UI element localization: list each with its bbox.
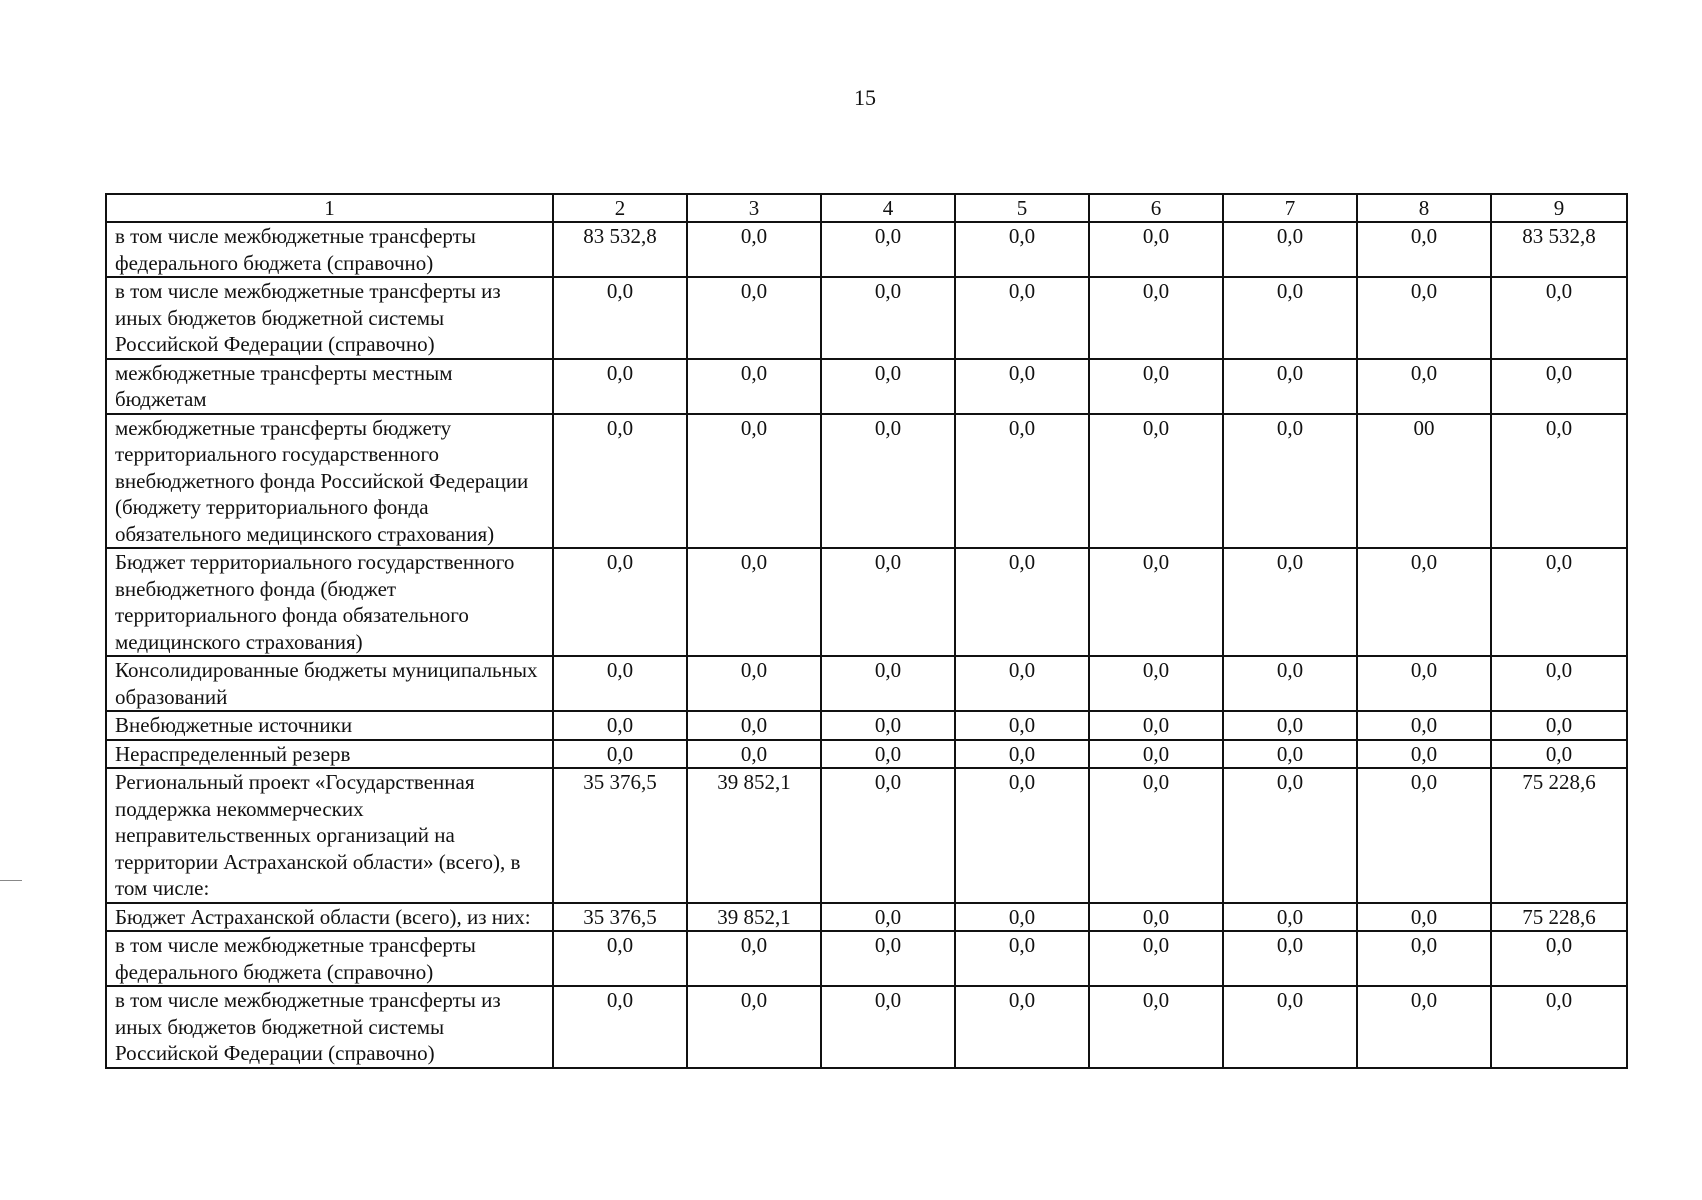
cell-value: 75 228,6 — [1491, 903, 1627, 932]
cell-value: 0,0 — [1491, 359, 1627, 414]
cell-value: 0,0 — [1357, 711, 1491, 740]
table-row — [106, 986, 1627, 1068]
column-header-9: 9 — [1491, 194, 1627, 222]
row-label: в том числе межбюджетные трансферты из иных бюджетов бюджетной системы Российской Федерации (справочно) — [106, 986, 553, 1068]
row-label: Бюджет территориального государственного внебюджетного фонда (бюджет территориального фонда обязательного медицинского страхования) — [106, 548, 553, 656]
column-header-2: 2 — [553, 194, 687, 222]
column-header-1: 1 — [106, 194, 553, 222]
cell-value: 0,0 — [687, 414, 821, 549]
cell-value: 0,0 — [1223, 548, 1357, 656]
cell-value: 0,0 — [955, 903, 1089, 932]
cell-value: 0,0 — [955, 414, 1089, 549]
cell-value: 00 — [1357, 414, 1491, 549]
cell-value: 39 852,1 — [687, 768, 821, 903]
cell-value: 0,0 — [1089, 222, 1223, 277]
column-header-4: 4 — [821, 194, 955, 222]
cell-value: 0,0 — [1223, 414, 1357, 549]
cell-value: 0,0 — [553, 740, 687, 769]
cell-value: 0,0 — [687, 740, 821, 769]
row-label: Консолидированные бюджеты муниципальных образований — [106, 656, 553, 711]
cell-value: 0,0 — [1223, 711, 1357, 740]
page-number: 15 — [854, 85, 876, 110]
cell-value: 0,0 — [1223, 931, 1357, 986]
cell-value: 0,0 — [553, 986, 687, 1068]
budget-table — [105, 193, 1628, 1069]
cell-value: 0,0 — [821, 277, 955, 359]
cell-value: 0,0 — [1491, 740, 1627, 769]
cell-value: 0,0 — [687, 656, 821, 711]
cell-value: 0,0 — [1357, 656, 1491, 711]
cell-value: 75 228,6 — [1491, 768, 1627, 903]
cell-value: 83 532,8 — [1491, 222, 1627, 277]
row-label: межбюджетные трансферты бюджету территориального государственного внебюджетного фонда Российской Федерации (бюджету территориального фонда обязательного медицинского страхования) — [106, 414, 553, 549]
cell-value: 0,0 — [1089, 986, 1223, 1068]
cell-value: 0,0 — [1357, 986, 1491, 1068]
cell-value: 0,0 — [821, 222, 955, 277]
cell-value: 0,0 — [821, 931, 955, 986]
cell-value: 0,0 — [553, 931, 687, 986]
cell-value: 0,0 — [955, 986, 1089, 1068]
cell-value: 0,0 — [1491, 711, 1627, 740]
cell-value: 83 532,8 — [553, 222, 687, 277]
cell-value: 0,0 — [553, 359, 687, 414]
cell-value: 0,0 — [1491, 656, 1627, 711]
cell-value: 0,0 — [1089, 903, 1223, 932]
cell-value: 39 852,1 — [687, 903, 821, 932]
cell-value: 0,0 — [955, 740, 1089, 769]
cell-value: 0,0 — [553, 548, 687, 656]
cell-value: 0,0 — [955, 359, 1089, 414]
column-header-5: 5 — [955, 194, 1089, 222]
table-row — [106, 903, 1627, 932]
cell-value: 0,0 — [1357, 548, 1491, 656]
row-label: в том числе межбюджетные трансферты федерального бюджета (справочно) — [106, 222, 553, 277]
cell-value: 0,0 — [821, 986, 955, 1068]
cell-value: 0,0 — [1491, 931, 1627, 986]
table-row — [106, 414, 1627, 549]
column-header-8: 8 — [1357, 194, 1491, 222]
cell-value: 0,0 — [1223, 768, 1357, 903]
cell-value: 0,0 — [687, 277, 821, 359]
cell-value: 0,0 — [553, 277, 687, 359]
cell-value: 0,0 — [821, 414, 955, 549]
margin-mark — [0, 880, 22, 881]
table-row — [106, 656, 1627, 711]
cell-value: 0,0 — [1089, 711, 1223, 740]
cell-value: 0,0 — [1089, 548, 1223, 656]
cell-value: 0,0 — [687, 359, 821, 414]
cell-value: 35 376,5 — [553, 768, 687, 903]
cell-value: 0,0 — [1357, 903, 1491, 932]
column-header-3: 3 — [687, 194, 821, 222]
cell-value: 0,0 — [1491, 414, 1627, 549]
cell-value: 0,0 — [1223, 740, 1357, 769]
cell-value: 0,0 — [955, 711, 1089, 740]
cell-value: 0,0 — [1089, 740, 1223, 769]
cell-value: 0,0 — [687, 222, 821, 277]
cell-value: 0,0 — [821, 711, 955, 740]
cell-value: 0,0 — [1089, 931, 1223, 986]
table-row — [106, 768, 1627, 903]
row-label: Региональный проект «Государственная поддержка некоммерческих неправительственных организаций на территории Астраханской области» (всего), в том числе: — [106, 768, 553, 903]
table-row — [106, 222, 1627, 277]
row-label: в том числе межбюджетные трансферты федерального бюджета (справочно) — [106, 931, 553, 986]
cell-value: 0,0 — [687, 711, 821, 740]
cell-value: 0,0 — [1223, 359, 1357, 414]
table-row — [106, 548, 1627, 656]
table-row — [106, 740, 1627, 769]
cell-value: 0,0 — [1223, 656, 1357, 711]
table-body — [106, 222, 1627, 1068]
cell-value: 0,0 — [1089, 414, 1223, 549]
cell-value: 0,0 — [821, 359, 955, 414]
cell-value: 0,0 — [1223, 222, 1357, 277]
cell-value: 0,0 — [1357, 359, 1491, 414]
row-label: Бюджет Астраханской области (всего), из них: — [106, 903, 553, 932]
cell-value: 0,0 — [1491, 986, 1627, 1068]
cell-value: 0,0 — [1491, 548, 1627, 656]
cell-value: 0,0 — [1357, 277, 1491, 359]
cell-value: 0,0 — [955, 548, 1089, 656]
cell-value: 0,0 — [1357, 768, 1491, 903]
cell-value: 0,0 — [553, 711, 687, 740]
header-row — [106, 194, 1627, 222]
cell-value: 0,0 — [1089, 656, 1223, 711]
cell-value: 0,0 — [1357, 222, 1491, 277]
column-header-6: 6 — [1089, 194, 1223, 222]
table-row — [106, 277, 1627, 359]
row-label: в том числе межбюджетные трансферты из иных бюджетов бюджетной системы Российской Федерации (справочно) — [106, 277, 553, 359]
cell-value: 0,0 — [687, 986, 821, 1068]
cell-value: 0,0 — [1357, 931, 1491, 986]
cell-value: 0,0 — [955, 656, 1089, 711]
table-row — [106, 359, 1627, 414]
cell-value: 0,0 — [1089, 359, 1223, 414]
cell-value: 0,0 — [821, 548, 955, 656]
cell-value: 0,0 — [955, 222, 1089, 277]
cell-value: 0,0 — [955, 768, 1089, 903]
column-header-7: 7 — [1223, 194, 1357, 222]
cell-value: 0,0 — [687, 548, 821, 656]
cell-value: 0,0 — [687, 931, 821, 986]
cell-value: 0,0 — [1089, 277, 1223, 359]
table-row — [106, 711, 1627, 740]
cell-value: 0,0 — [821, 903, 955, 932]
cell-value: 0,0 — [821, 768, 955, 903]
row-label: Нераспределенный резерв — [106, 740, 553, 769]
row-label: межбюджетные трансферты местным бюджетам — [106, 359, 553, 414]
cell-value: 0,0 — [553, 656, 687, 711]
cell-value: 0,0 — [1357, 740, 1491, 769]
cell-value: 0,0 — [821, 656, 955, 711]
cell-value: 0,0 — [955, 931, 1089, 986]
cell-value: 0,0 — [553, 414, 687, 549]
cell-value: 35 376,5 — [553, 903, 687, 932]
cell-value: 0,0 — [1223, 277, 1357, 359]
table-row — [106, 931, 1627, 986]
cell-value: 0,0 — [1491, 277, 1627, 359]
cell-value: 0,0 — [1223, 903, 1357, 932]
cell-value: 0,0 — [1223, 986, 1357, 1068]
row-label: Внебюджетные источники — [106, 711, 553, 740]
cell-value: 0,0 — [821, 740, 955, 769]
cell-value: 0,0 — [955, 277, 1089, 359]
cell-value: 0,0 — [1089, 768, 1223, 903]
